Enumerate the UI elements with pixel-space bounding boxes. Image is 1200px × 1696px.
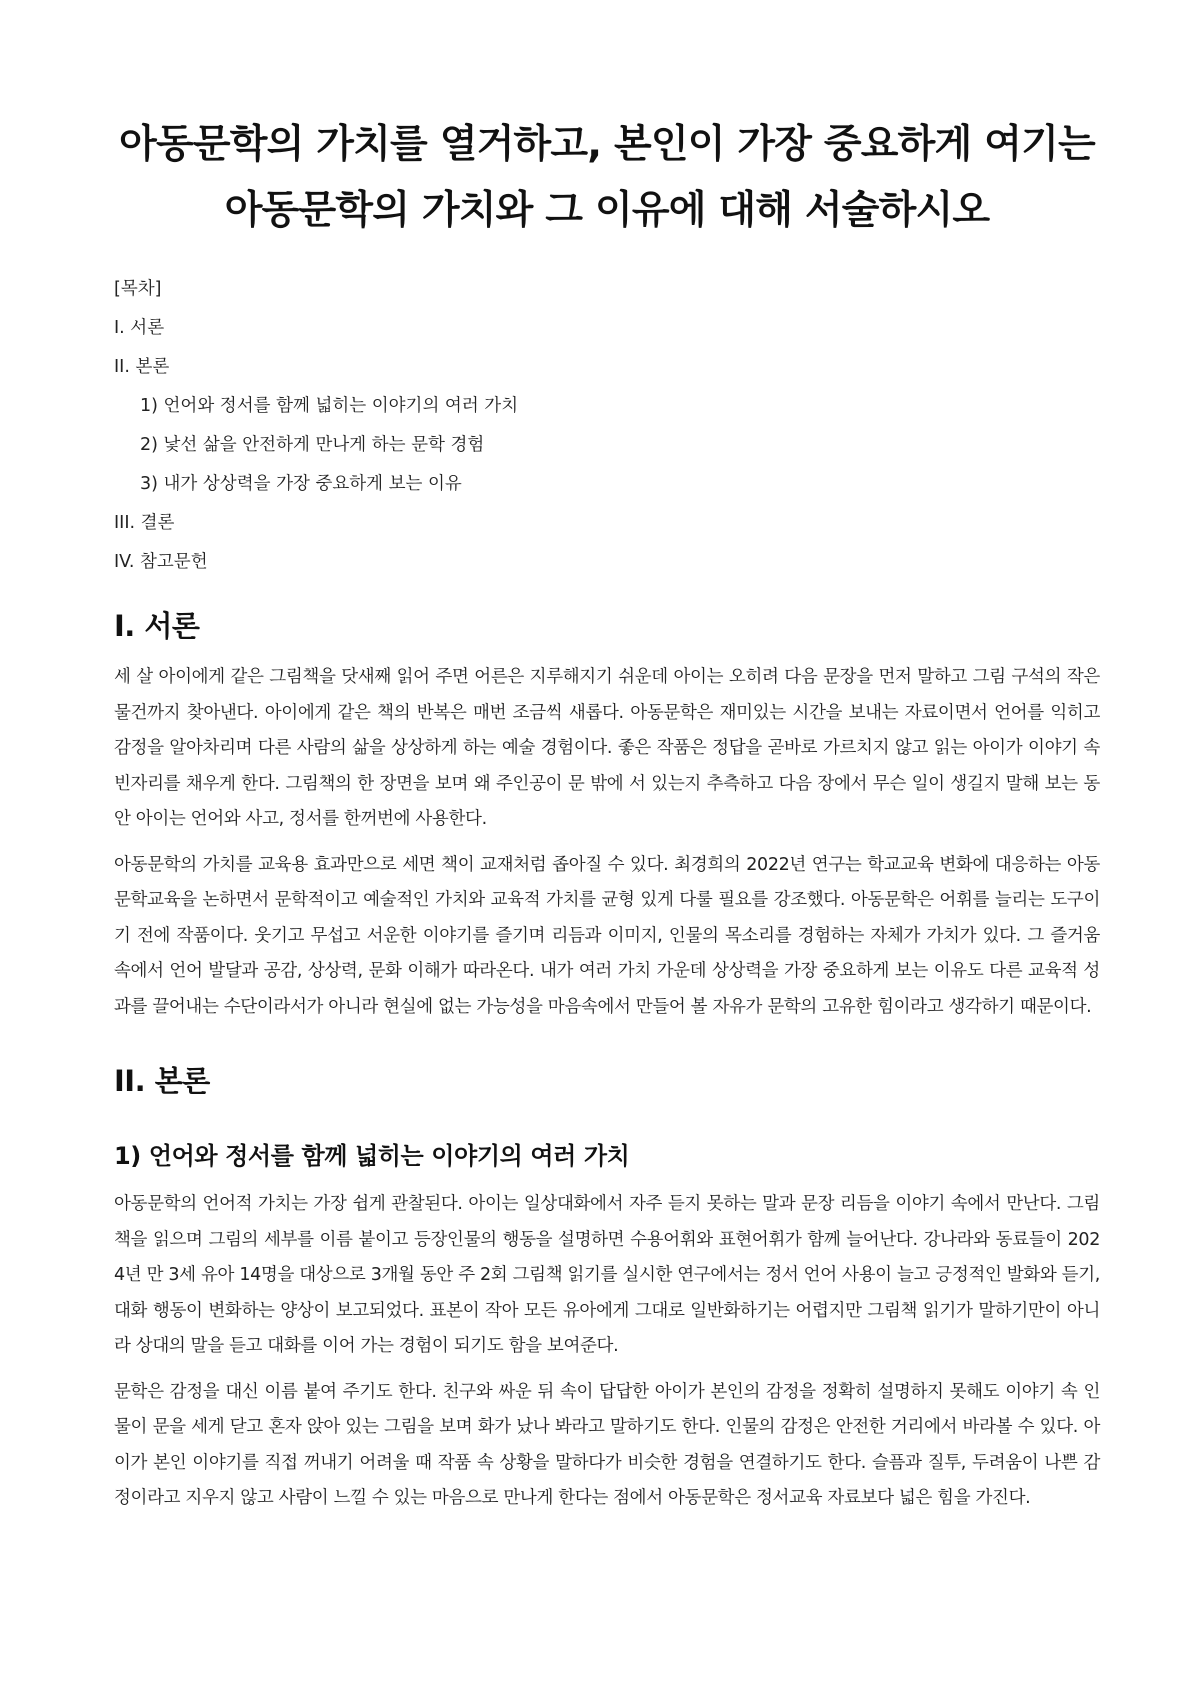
toc-subitem-2: 2) 낯선 삶을 안전하게 만나게 하는 문학 경험 bbox=[140, 435, 485, 455]
section1-heading: 1) 언어와 정서를 함께 넓히는 이야기의 여러 가치 bbox=[114, 1142, 630, 1170]
body-heading: II. 본론 bbox=[114, 1064, 210, 1098]
toc-subitem-3: 3) 내가 상상력을 가장 중요하게 보는 이유 bbox=[140, 474, 462, 494]
intro-paragraph-1: 세 살 아이에게 같은 그림책을 닷새째 읽어 주면 어른은 지루해지기 쉬운데 아이는 오히려 다음 문장을 먼저 말하고 그림 구석의 작은 물건까지 찾아낸다. 아이에게 같은 책의 반복은 매번 조금씩 새롭다. 아동문학은 재미있는 시간을 보내는 자료이면서 언어를 익히고 감정을 알아차리며 다른 사람의 삶을 상상하게 하는 예술 경험이다. 좋은 작품은 정답을 곧바로 가르치지 않고 읽는 아이가 이야기 속 빈자리를 채우게 한다. 그림책의 한 장면을 보며 왜 주인공이 문 밖에 서 있는지 추측하고 다음 장에서 무슨 일이 생길지 말해 보는 동안 아이는 언어와 사고, 정서를 한꺼번에 사용한다. bbox=[114, 667, 1100, 829]
section1-paragraph-1: 아동문학의 언어적 가치는 가장 쉽게 관찰된다. 아이는 일상대화에서 자주 듣지 못하는 말과 문장 리듬을 이야기 속에서 만난다. 그림책을 읽으며 그림의 세부를 이름 붙이고 등장인물의 행동을 설명하면 수용어휘와 표현어휘가 함께 늘어난다. 강나라와 동료들이 2024년 만 3세 유아 14명을 대상으로 3개월 동안 주 2회 그림책 읽기를 실시한 연구에서는 정서 언어 사용이 늘고 긍정적인 발화와 듣기, 대화 행동이 변화하는 양상이 보고되었다. 표본이 작아 모든 유아에게 그대로 일반화하기는 어렵지만 그림책 읽기가 말하기만이 아니라 상대의 말을 듣고 대화를 이어 가는 경험이 되기도 함을 보여준다. bbox=[114, 1194, 1100, 1356]
toc-item-references: IV. 참고문헌 bbox=[114, 552, 208, 572]
toc-item-intro: I. 서론 bbox=[114, 318, 165, 338]
body-section bbox=[114, 1059, 1100, 1517]
intro-heading: I. 서론 bbox=[114, 609, 200, 643]
document-title: 아동문학의 가치를 열거하고, 본인이 가장 중요하게 여기는 아동문학의 가치와 그 이유에 대해 서술하시오 bbox=[119, 122, 1095, 233]
toc-subitem-1: 1) 언어와 정서를 함께 넓히는 이야기의 여러 가치 bbox=[140, 396, 519, 416]
toc-item-conclusion: III. 결론 bbox=[114, 513, 175, 533]
toc-heading: [목차] bbox=[114, 279, 162, 299]
intro-paragraph-2: 아동문학의 가치를 교육용 효과만으로 세면 책이 교재처럼 좁아질 수 있다. 최경희의 2022년 연구는 학교교육 변화에 대응하는 아동문학교육을 논하면서 문학적이고 예술적인 가치와 교육적 가치를 균형 있게 다룰 필요를 강조했다. 아동문학은 어휘를 늘리는 도구이기 전에 작품이다. 웃기고 무섭고 서운한 이야기를 즐기며 리듬과 이미지, 인물의 목소리를 경험하는 자체가 가치가 있다. 그 즐거움 속에서 언어 발달과 공감, 상상력, 문화 이해가 따라온다. 내가 여러 가치 가운데 상상력을 가장 중요하게 보는 이유도 다른 교육적 성과를 끌어내는 수단이라서가 아니라 현실에 없는 가능성을 마음속에서 만들어 볼 자유가 문학의 고유한 힘이라고 생각하기 때문이다. bbox=[114, 854, 1100, 1017]
section1-paragraph-2: 문학은 감정을 대신 이름 붙여 주기도 한다. 친구와 싸운 뒤 속이 답답한 아이가 본인의 감정을 정확히 설명하지 못해도 이야기 속 인물이 문을 세게 닫고 혼자 앉아 있는 그림을 보며 화가 났나 봐라고 말하기도 한다. 인물의 감정은 안전한 거리에서 바라볼 수 있다. 아이가 본인 이야기를 직접 꺼내기 어려울 때 작품 속 상황을 말하다가 비슷한 경험을 연결하기도 한다. 슬픔과 질투, 두려움이 나쁜 감정이라고 지우지 않고 사람이 느낄 수 있는 마음으로 만나게 한다는 점에서 아동문학은 정서교육 자료보다 넓은 힘을 가진다. bbox=[114, 1381, 1100, 1508]
toc-item-body: II. 본론 bbox=[114, 357, 170, 377]
intro-section bbox=[114, 604, 1100, 1025]
table-of-contents bbox=[114, 270, 1100, 582]
